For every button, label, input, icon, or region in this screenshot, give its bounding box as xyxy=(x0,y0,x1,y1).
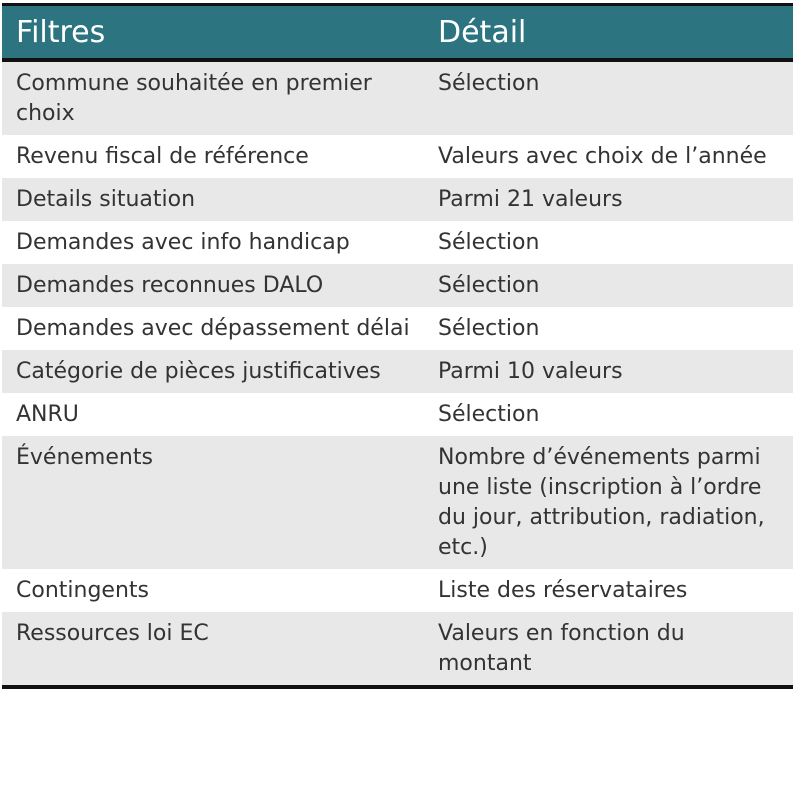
table-row xyxy=(2,135,793,178)
table-row xyxy=(2,569,793,612)
table-row xyxy=(2,350,793,393)
filter-cell: Contingents xyxy=(16,578,149,603)
header-detail: Détail xyxy=(424,5,793,61)
filters-table xyxy=(2,3,793,689)
table-row xyxy=(2,178,793,221)
filter-cell: Commune souhaitée en premier choix xyxy=(16,71,372,126)
table-row xyxy=(2,307,793,350)
detail-cell: Liste des réservataires xyxy=(438,578,688,603)
filter-cell: Catégorie de pièces justificatives xyxy=(16,359,381,384)
detail-cell: Sélection xyxy=(438,402,540,427)
header-filtres: Filtres xyxy=(2,5,424,61)
detail-cell: Sélection xyxy=(438,273,540,298)
filter-cell: Ressources loi EC xyxy=(2,612,424,687)
table-row xyxy=(2,436,793,569)
filter-cell: ANRU xyxy=(16,402,79,427)
table-row xyxy=(2,612,793,687)
detail-cell: Parmi 10 valeurs xyxy=(438,359,623,384)
filter-cell: Demandes avec dépassement délai xyxy=(16,316,410,341)
detail-cell: Parmi 21 valeurs xyxy=(438,187,623,212)
detail-cell: Valeurs en fonction du montant xyxy=(424,612,793,687)
table-row xyxy=(2,393,793,436)
detail-cell: Sélection xyxy=(438,230,540,255)
detail-cell: Sélection xyxy=(438,316,540,341)
filter-cell: Événements xyxy=(16,445,153,470)
detail-cell: Nombre d’événements parmi une liste (inscription à l’ordre du jour, attribution, radiation, etc.) xyxy=(438,445,765,560)
filter-cell: Demandes avec info handicap xyxy=(16,230,350,255)
filter-cell: Revenu fiscal de référence xyxy=(16,144,309,169)
table-row xyxy=(2,264,793,307)
detail-cell: Sélection xyxy=(438,71,540,96)
filter-cell: Demandes reconnues DALO xyxy=(16,273,324,298)
detail-cell: Valeurs avec choix de l’année xyxy=(438,144,767,169)
filter-cell: Details situation xyxy=(16,187,196,212)
header-row xyxy=(2,5,793,61)
table-header xyxy=(2,5,793,61)
table-row xyxy=(2,60,793,135)
table-body xyxy=(2,60,793,687)
filters-table-container xyxy=(2,3,793,689)
table-row xyxy=(2,221,793,264)
